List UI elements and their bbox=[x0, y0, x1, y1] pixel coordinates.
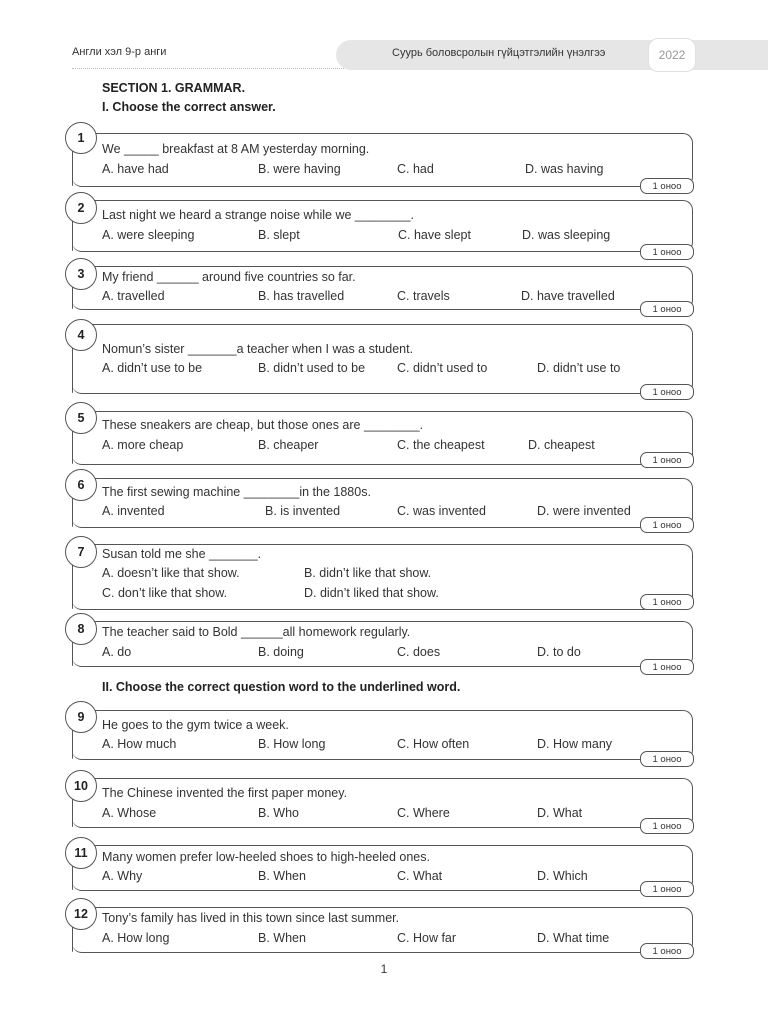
question-number: 6 bbox=[65, 469, 97, 501]
option-b[interactable]: B. Who bbox=[258, 806, 299, 820]
option-a[interactable]: A. do bbox=[102, 645, 132, 659]
option-d[interactable]: D. didn’t liked that show. bbox=[304, 586, 439, 600]
option-b[interactable]: B. When bbox=[258, 931, 306, 945]
option-c[interactable]: C. does bbox=[397, 645, 441, 659]
option-c[interactable]: C. the cheapest bbox=[397, 438, 485, 452]
question-text: The teacher said to Bold ______all homework regularly. bbox=[102, 625, 411, 639]
question-number: 3 bbox=[65, 258, 97, 290]
option-b[interactable]: B. is invented bbox=[265, 504, 341, 518]
score-badge: 1 оноо bbox=[640, 178, 694, 194]
score-badge: 1 оноо bbox=[640, 881, 694, 897]
question-number: 7 bbox=[65, 536, 97, 568]
option-c[interactable]: C. had bbox=[397, 162, 434, 176]
option-c[interactable]: C. What bbox=[397, 869, 443, 883]
option-d[interactable]: D. What time bbox=[537, 931, 610, 945]
question-text: He goes to the gym twice a week. bbox=[102, 718, 289, 732]
question-number: 8 bbox=[65, 613, 97, 645]
question-number: 1 bbox=[65, 122, 97, 154]
option-d[interactable]: D. didn’t use to bbox=[537, 361, 621, 375]
option-d[interactable]: D. was having bbox=[525, 162, 604, 176]
question-text: The first sewing machine ________in the 1880s. bbox=[102, 485, 371, 499]
question-number: 5 bbox=[65, 402, 97, 434]
question-number: 4 bbox=[65, 319, 97, 351]
option-d[interactable]: D. What bbox=[537, 806, 583, 820]
question-text: Many women prefer low-heeled shoes to high-heeled ones. bbox=[102, 850, 430, 864]
option-c[interactable]: C. How often bbox=[397, 737, 470, 751]
question-text: The Chinese invented the first paper money. bbox=[102, 786, 348, 800]
score-badge: 1 оноо bbox=[640, 517, 694, 533]
option-a[interactable]: A. didn’t use to be bbox=[102, 361, 203, 375]
option-a[interactable]: A. Whose bbox=[102, 806, 157, 820]
option-b[interactable]: B. didn’t used to be bbox=[258, 361, 366, 375]
option-d[interactable]: D. Which bbox=[537, 869, 588, 883]
option-c[interactable]: C. How far bbox=[397, 931, 457, 945]
option-b[interactable]: B. How long bbox=[258, 737, 326, 751]
option-b[interactable]: B. has travelled bbox=[258, 289, 345, 303]
option-a[interactable]: A. more cheap bbox=[102, 438, 184, 452]
option-d[interactable]: D. were invented bbox=[537, 504, 631, 518]
question-number: 2 bbox=[65, 192, 97, 224]
header-divider bbox=[72, 68, 352, 69]
section-title: SECTION 1. GRAMMAR. bbox=[102, 81, 246, 95]
score-badge: 1 оноо bbox=[640, 244, 694, 260]
score-badge: 1 оноо bbox=[640, 659, 694, 675]
page-number: 1 bbox=[380, 962, 388, 976]
option-a[interactable]: A. have had bbox=[102, 162, 169, 176]
header-subject: Англи хэл 9-р анги bbox=[72, 46, 167, 58]
part1-title: I. Choose the correct answer. bbox=[102, 100, 276, 114]
option-c[interactable]: C. Where bbox=[397, 806, 450, 820]
option-c[interactable]: C. don’t like that show. bbox=[102, 586, 228, 600]
option-a[interactable]: A. doesn’t like that show. bbox=[102, 566, 240, 580]
option-a[interactable]: A. were sleeping bbox=[102, 228, 195, 242]
option-c[interactable]: C. travels bbox=[397, 289, 450, 303]
score-badge: 1 оноо bbox=[640, 818, 694, 834]
question-number: 9 bbox=[65, 701, 97, 733]
option-b[interactable]: B. doing bbox=[258, 645, 304, 659]
option-a[interactable]: A. invented bbox=[102, 504, 165, 518]
question-text: Susan told me she _______. bbox=[102, 547, 262, 561]
option-b[interactable]: B. When bbox=[258, 869, 306, 883]
option-a[interactable]: A. Why bbox=[102, 869, 143, 883]
option-d[interactable]: D. have travelled bbox=[521, 289, 615, 303]
score-badge: 1 оноо bbox=[640, 384, 694, 400]
score-badge: 1 оноо bbox=[640, 594, 694, 610]
option-a[interactable]: A. How much bbox=[102, 737, 177, 751]
question-number: 10 bbox=[65, 770, 97, 802]
option-b[interactable]: B. were having bbox=[258, 162, 341, 176]
question-text: Tony’s family has lived in this town since last summer. bbox=[102, 911, 400, 925]
question-number: 12 bbox=[65, 898, 97, 930]
question-text: These sneakers are cheap, but those ones are ________. bbox=[102, 418, 424, 432]
header-exam-title: Суурь боловсролын гүйцэтгэлийн үнэлгээ bbox=[392, 47, 606, 59]
option-d[interactable]: D. cheapest bbox=[528, 438, 595, 452]
option-a[interactable]: A. travelled bbox=[102, 289, 165, 303]
option-b[interactable]: B. cheaper bbox=[258, 438, 319, 452]
option-a[interactable]: A. How long bbox=[102, 931, 170, 945]
option-c[interactable]: C. have slept bbox=[398, 228, 471, 242]
question-text: My friend ______ around five countries so far. bbox=[102, 270, 356, 284]
option-c[interactable]: C. was invented bbox=[397, 504, 486, 518]
option-b[interactable]: B. slept bbox=[258, 228, 300, 242]
part2-title: II. Choose the correct question word to the underlined word. bbox=[102, 680, 461, 694]
question-text: Last night we heard a strange noise while we ________. bbox=[102, 208, 415, 222]
question-number: 11 bbox=[65, 837, 97, 869]
score-badge: 1 оноо bbox=[640, 301, 694, 317]
option-d[interactable]: D. to do bbox=[537, 645, 581, 659]
option-d[interactable]: D. was sleeping bbox=[522, 228, 611, 242]
question-box bbox=[72, 324, 693, 394]
score-badge: 1 оноо bbox=[640, 751, 694, 767]
score-badge: 1 оноо bbox=[640, 943, 694, 959]
option-b[interactable]: B. didn’t like that show. bbox=[304, 566, 432, 580]
option-d[interactable]: D. How many bbox=[537, 737, 613, 751]
score-badge: 1 оноо bbox=[640, 452, 694, 468]
question-text: We _____ breakfast at 8 AM yesterday morning. bbox=[102, 142, 370, 156]
question-text: Nomun’s sister _______a teacher when I was a student. bbox=[102, 342, 414, 356]
header-year: 2022 bbox=[648, 38, 696, 72]
option-c[interactable]: C. didn’t used to bbox=[397, 361, 488, 375]
